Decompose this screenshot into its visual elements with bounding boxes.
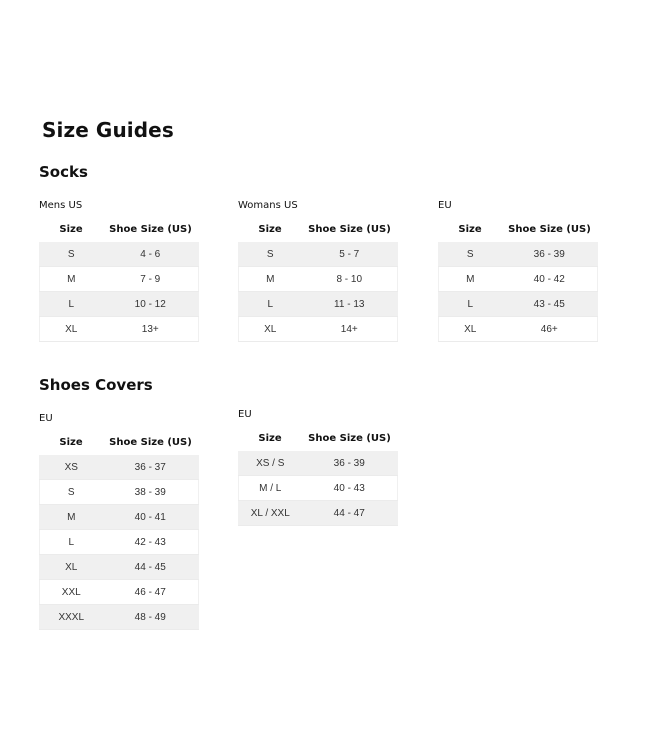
- table-row: [239, 501, 398, 526]
- size-cell: L: [40, 530, 103, 555]
- shoe-size-cell: 11 - 13: [302, 292, 398, 317]
- table-row: [239, 242, 398, 267]
- size-cell: M: [439, 267, 502, 292]
- column-header-shoe-size: Shoe Size (US): [308, 432, 391, 444]
- shoe-size-cell: 48 - 49: [103, 605, 199, 630]
- shoe-size-cell: 40 - 42: [502, 267, 598, 292]
- size-cell: XS: [40, 455, 103, 480]
- column-header-shoe-size: Shoe Size (US): [308, 223, 391, 235]
- size-cell: M: [40, 267, 103, 292]
- size-cell: S: [439, 242, 502, 267]
- size-cell: S: [40, 242, 103, 267]
- page-title: Size Guides: [42, 118, 174, 142]
- table-row: [40, 480, 199, 505]
- shoe-size-cell: 8 - 10: [302, 267, 398, 292]
- table-row: [40, 605, 199, 630]
- size-table-socks-mens-us: [39, 216, 199, 342]
- shoe-size-cell: 44 - 45: [103, 555, 199, 580]
- size-table-socks-eu: [438, 216, 598, 342]
- size-table-socks-womans-us: [238, 216, 398, 342]
- size-table-shoe-covers-eu: [39, 429, 199, 630]
- table-row: [40, 580, 199, 605]
- shoe-size-cell: 5 - 7: [302, 242, 398, 267]
- shoe-size-cell: 36 - 39: [502, 242, 598, 267]
- table-label-womans-us: Womans US: [238, 200, 298, 211]
- table-row: [40, 267, 199, 292]
- table-row: [40, 455, 199, 480]
- size-table-shoe-covers-eu-2: [238, 425, 398, 526]
- size-cell: L: [40, 292, 103, 317]
- table-row: [40, 505, 199, 530]
- table-row: [40, 242, 199, 267]
- size-cell: S: [40, 480, 103, 505]
- column-header-size: Size: [258, 432, 282, 444]
- table-row: [439, 317, 598, 342]
- table-row: [239, 451, 398, 476]
- shoe-size-cell: 4 - 6: [103, 242, 199, 267]
- table-row: [439, 292, 598, 317]
- table-label-eu: EU: [39, 413, 53, 424]
- column-header-size: Size: [258, 223, 282, 235]
- section-title-socks: Socks: [39, 163, 88, 181]
- size-cell: M / L: [239, 476, 302, 501]
- table-row: [439, 267, 598, 292]
- table-label-eu-2: EU: [238, 409, 252, 420]
- shoe-size-cell: 43 - 45: [502, 292, 598, 317]
- table-label-mens-us: Mens US: [39, 200, 83, 211]
- shoe-size-cell: 13+: [103, 317, 199, 342]
- column-header-shoe-size: Shoe Size (US): [109, 223, 192, 235]
- table-row: [239, 267, 398, 292]
- column-header-size: Size: [59, 436, 83, 448]
- size-cell: XL: [40, 555, 103, 580]
- size-cell: XL: [239, 317, 302, 342]
- size-cell: L: [439, 292, 502, 317]
- shoe-size-cell: 42 - 43: [103, 530, 199, 555]
- size-cell: XS / S: [239, 451, 302, 476]
- shoe-size-cell: 10 - 12: [103, 292, 199, 317]
- shoe-size-cell: 44 - 47: [302, 501, 398, 526]
- table-row: [239, 317, 398, 342]
- shoe-size-cell: 14+: [302, 317, 398, 342]
- column-header-size: Size: [59, 223, 83, 235]
- shoe-size-cell: 46+: [502, 317, 598, 342]
- size-cell: XXL: [40, 580, 103, 605]
- size-cell: M: [239, 267, 302, 292]
- column-header-shoe-size: Shoe Size (US): [508, 223, 591, 235]
- shoe-size-cell: 46 - 47: [103, 580, 199, 605]
- size-cell: L: [239, 292, 302, 317]
- size-cell: S: [239, 242, 302, 267]
- table-row: [40, 530, 199, 555]
- section-title-shoe-covers: Shoes Covers: [39, 376, 153, 394]
- table-row: [239, 476, 398, 501]
- shoe-size-cell: 36 - 37: [103, 455, 199, 480]
- table-row: [239, 292, 398, 317]
- table-row: [40, 555, 199, 580]
- column-header-shoe-size: Shoe Size (US): [109, 436, 192, 448]
- table-row: [40, 317, 199, 342]
- size-cell: M: [40, 505, 103, 530]
- shoe-size-cell: 40 - 41: [103, 505, 199, 530]
- shoe-size-cell: 36 - 39: [302, 451, 398, 476]
- shoe-size-cell: 7 - 9: [103, 267, 199, 292]
- table-row: [40, 292, 199, 317]
- size-cell: XL: [40, 317, 103, 342]
- column-header-size: Size: [458, 223, 482, 235]
- shoe-size-cell: 38 - 39: [103, 480, 199, 505]
- shoe-size-cell: 40 - 43: [302, 476, 398, 501]
- table-label-eu: EU: [438, 200, 452, 211]
- table-row: [439, 242, 598, 267]
- size-cell: XL / XXL: [239, 501, 302, 526]
- size-cell: XL: [439, 317, 502, 342]
- size-cell: XXXL: [40, 605, 103, 630]
